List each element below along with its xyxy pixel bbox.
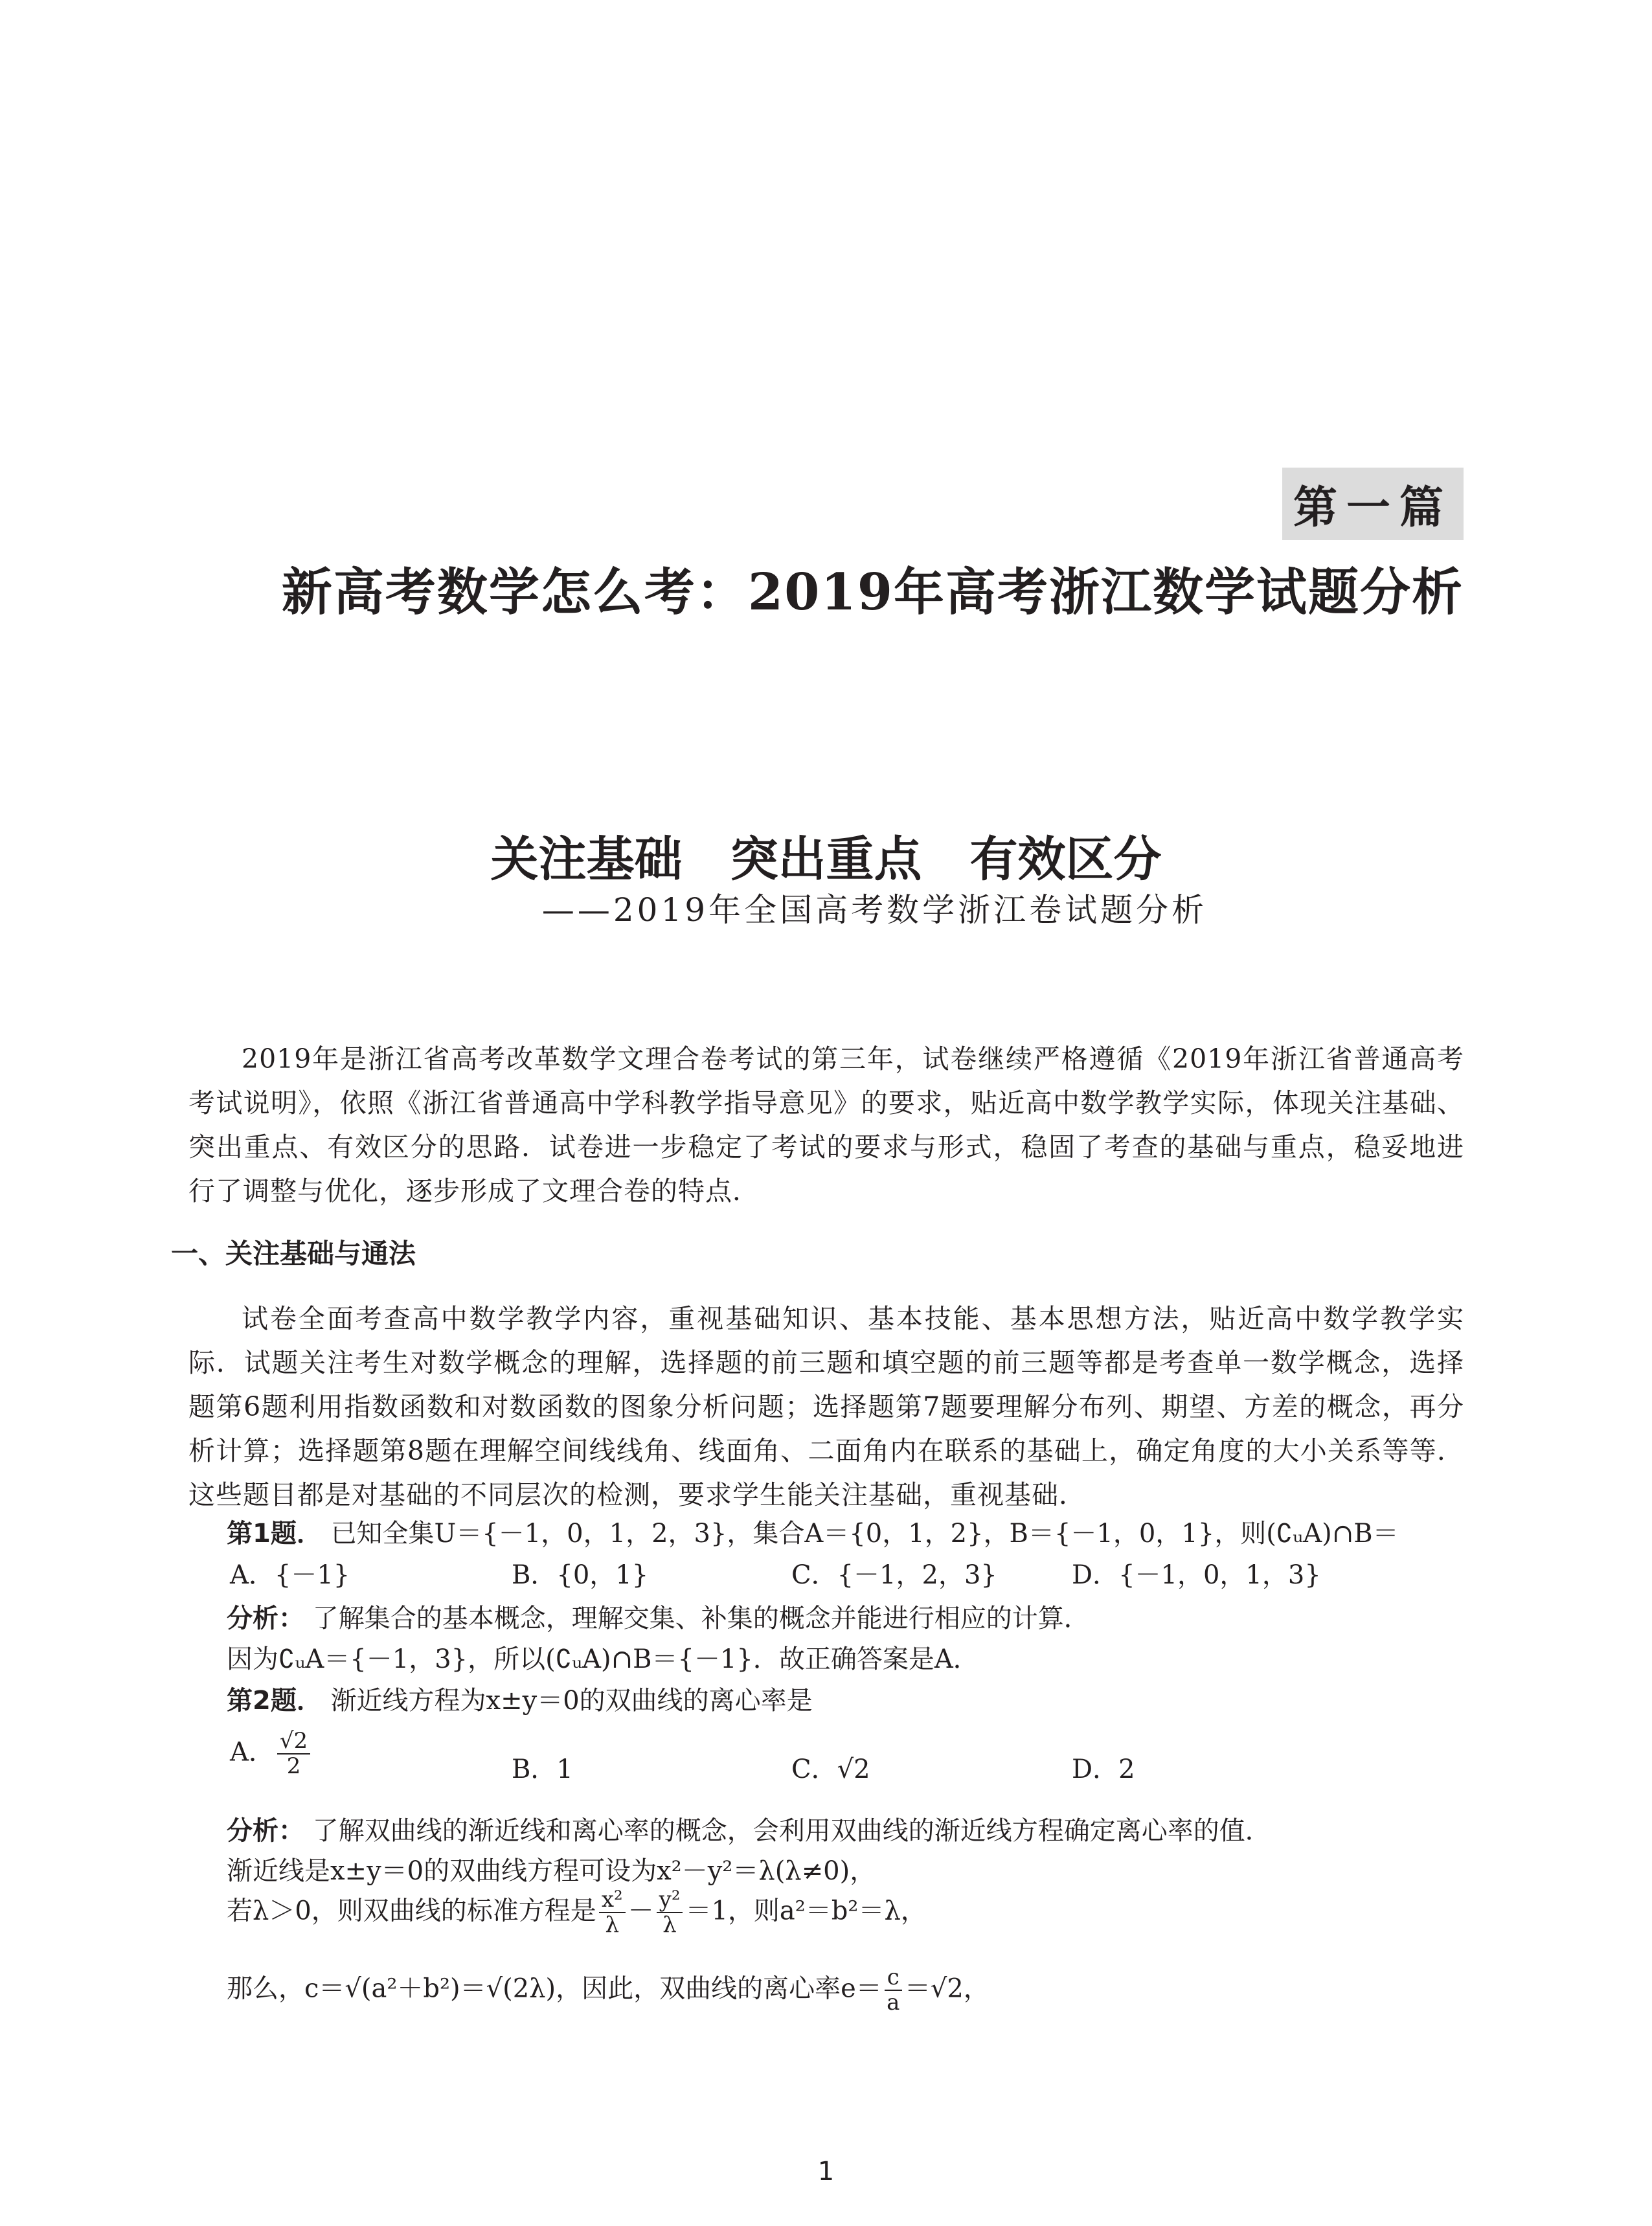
q1-analysis-label: 分析： (227, 1604, 304, 1633)
q1-analysis (227, 1598, 1090, 1635)
q2-option-c: C．√2 (791, 1755, 870, 1784)
q2-line2-text-b: ＝1，则a²＝b²＝λ， (685, 1896, 927, 1926)
q2-line3-numerator: c (885, 1966, 902, 1991)
q2-line2-f1-denominator: λ (605, 1912, 619, 1938)
q2-analysis-label: 分析： (227, 1816, 304, 1846)
q2-line3-text-a: 那么，c＝√(a²＋b²)＝√(2λ)，因此，双曲线的离心率e＝ (227, 1973, 882, 2004)
q1-analysis-text: 了解集合的基本概念，理解交集、补集的概念并能进行相应的计算． (312, 1604, 1090, 1633)
q1-option-c: C．{－1，2，3} (791, 1560, 997, 1590)
question-1-stem: 已知全集U＝{－1，0，1，2，3}，集合A＝{0，1，2}，B＝{－1，0，1}，则(∁ᵤA)∩B＝ (330, 1519, 1399, 1549)
section-heading: 一、关注基础与通法 (171, 1238, 416, 1269)
section-body: 试卷全面考查高中数学教学内容，重视基础知识、基本技能、基本思想方法，贴近高中数学教学实际．试题关注考生对数学概念的理解，选择题的前三题和填空题的前三题等都是考查单一数学概念，选择题第6题利用指数函数和对数函数的图象分析问题；选择题第7题要理解分布列、期望、方差的概念，再分析计算；选择题第8题在理解空间线线角、线面角、二面角内在联系的基础上，确定角度的大小关系等等．这些题目都是对基础的不同层次的检测，要求学生能关注基础，重视基础． (188, 1303, 1464, 1510)
intro-paragraph: 2019年是浙江省高考改革数学文理合卷考试的第三年，试卷继续严格遵循《2019年浙江省普通高考考试说明》，依照《浙江省普通高中学科教学指导意见》的要求，贴近高中数学教学实际，体现关注基础、突出重点、有效区分的思路．试卷进一步稳定了考试的要求与形式，稳固了考查的基础与重点，稳妥地进行了调整与优化，逐步形成了文理合卷的特点． (188, 1043, 1464, 1207)
article-subtitle: ——2019年全国高考数学浙江卷试题分析 (541, 891, 1208, 929)
q2-option-d: D．2 (1072, 1755, 1135, 1784)
q1-option-a: A．{－1} (230, 1560, 350, 1590)
q2-option-b: B．1 (512, 1755, 573, 1784)
q2-line2-f2-denominator: λ (662, 1912, 677, 1938)
q2-line2-fraction-2 (657, 1888, 683, 1938)
q2-line2-minus: － (628, 1896, 654, 1926)
q2-line2-fraction-1 (599, 1888, 626, 1938)
q2-solution-line-1: 渐近线是x±y＝0的双曲线方程可设为x²－y²＝λ(λ≠0)， (227, 1856, 876, 1886)
q2-line2-text-a: 若λ＞0，则双曲线的标准方程是 (227, 1896, 596, 1926)
q2-option-a-fraction (277, 1729, 310, 1779)
q2-analysis (227, 1810, 1271, 1847)
q2-option-a (230, 1729, 313, 1779)
q2-option-a-numerator: √2 (277, 1729, 310, 1755)
q2-line3-denominator: a (887, 1990, 900, 2016)
part-title: 新高考数学怎么考：2019年高考浙江数学试题分析 (281, 563, 1464, 622)
question-2-stem: 渐近线方程为x±y＝0的双曲线的离心率是 (330, 1686, 813, 1716)
q2-line3-fraction (885, 1966, 902, 2016)
q1-option-b: B．{0，1} (512, 1560, 649, 1590)
q2-solution-line-3 (227, 1966, 990, 2016)
question-1-number: 第1题． (227, 1519, 322, 1549)
question-2 (227, 1680, 813, 1717)
q1-option-d: D．{－1，0，1，3} (1072, 1560, 1321, 1590)
question-1 (227, 1513, 1399, 1550)
q2-option-a-denominator: 2 (286, 1753, 301, 1780)
q2-option-a-label: A． (230, 1737, 275, 1767)
q1-solution: 因为∁ᵤA＝{－1，3}，所以(∁ᵤA)∩B＝{－1}．故正确答案是A． (227, 1644, 979, 1674)
q2-line3-text-b: ＝√2， (904, 1973, 990, 2004)
question-2-number: 第2题． (227, 1686, 322, 1716)
q2-line2-f2-numerator: y² (657, 1888, 683, 1913)
page-number: 1 (817, 2157, 835, 2186)
q2-analysis-text: 了解双曲线的渐近线和离心率的概念，会利用双曲线的渐近线方程确定离心率的值． (312, 1816, 1271, 1846)
article-title: 关注基础 突出重点 有效区分 (490, 832, 1162, 887)
q2-line2-f1-numerator: x² (599, 1888, 626, 1913)
q2-solution-line-2 (227, 1888, 927, 1938)
part-label: 第一篇 (1282, 468, 1464, 540)
